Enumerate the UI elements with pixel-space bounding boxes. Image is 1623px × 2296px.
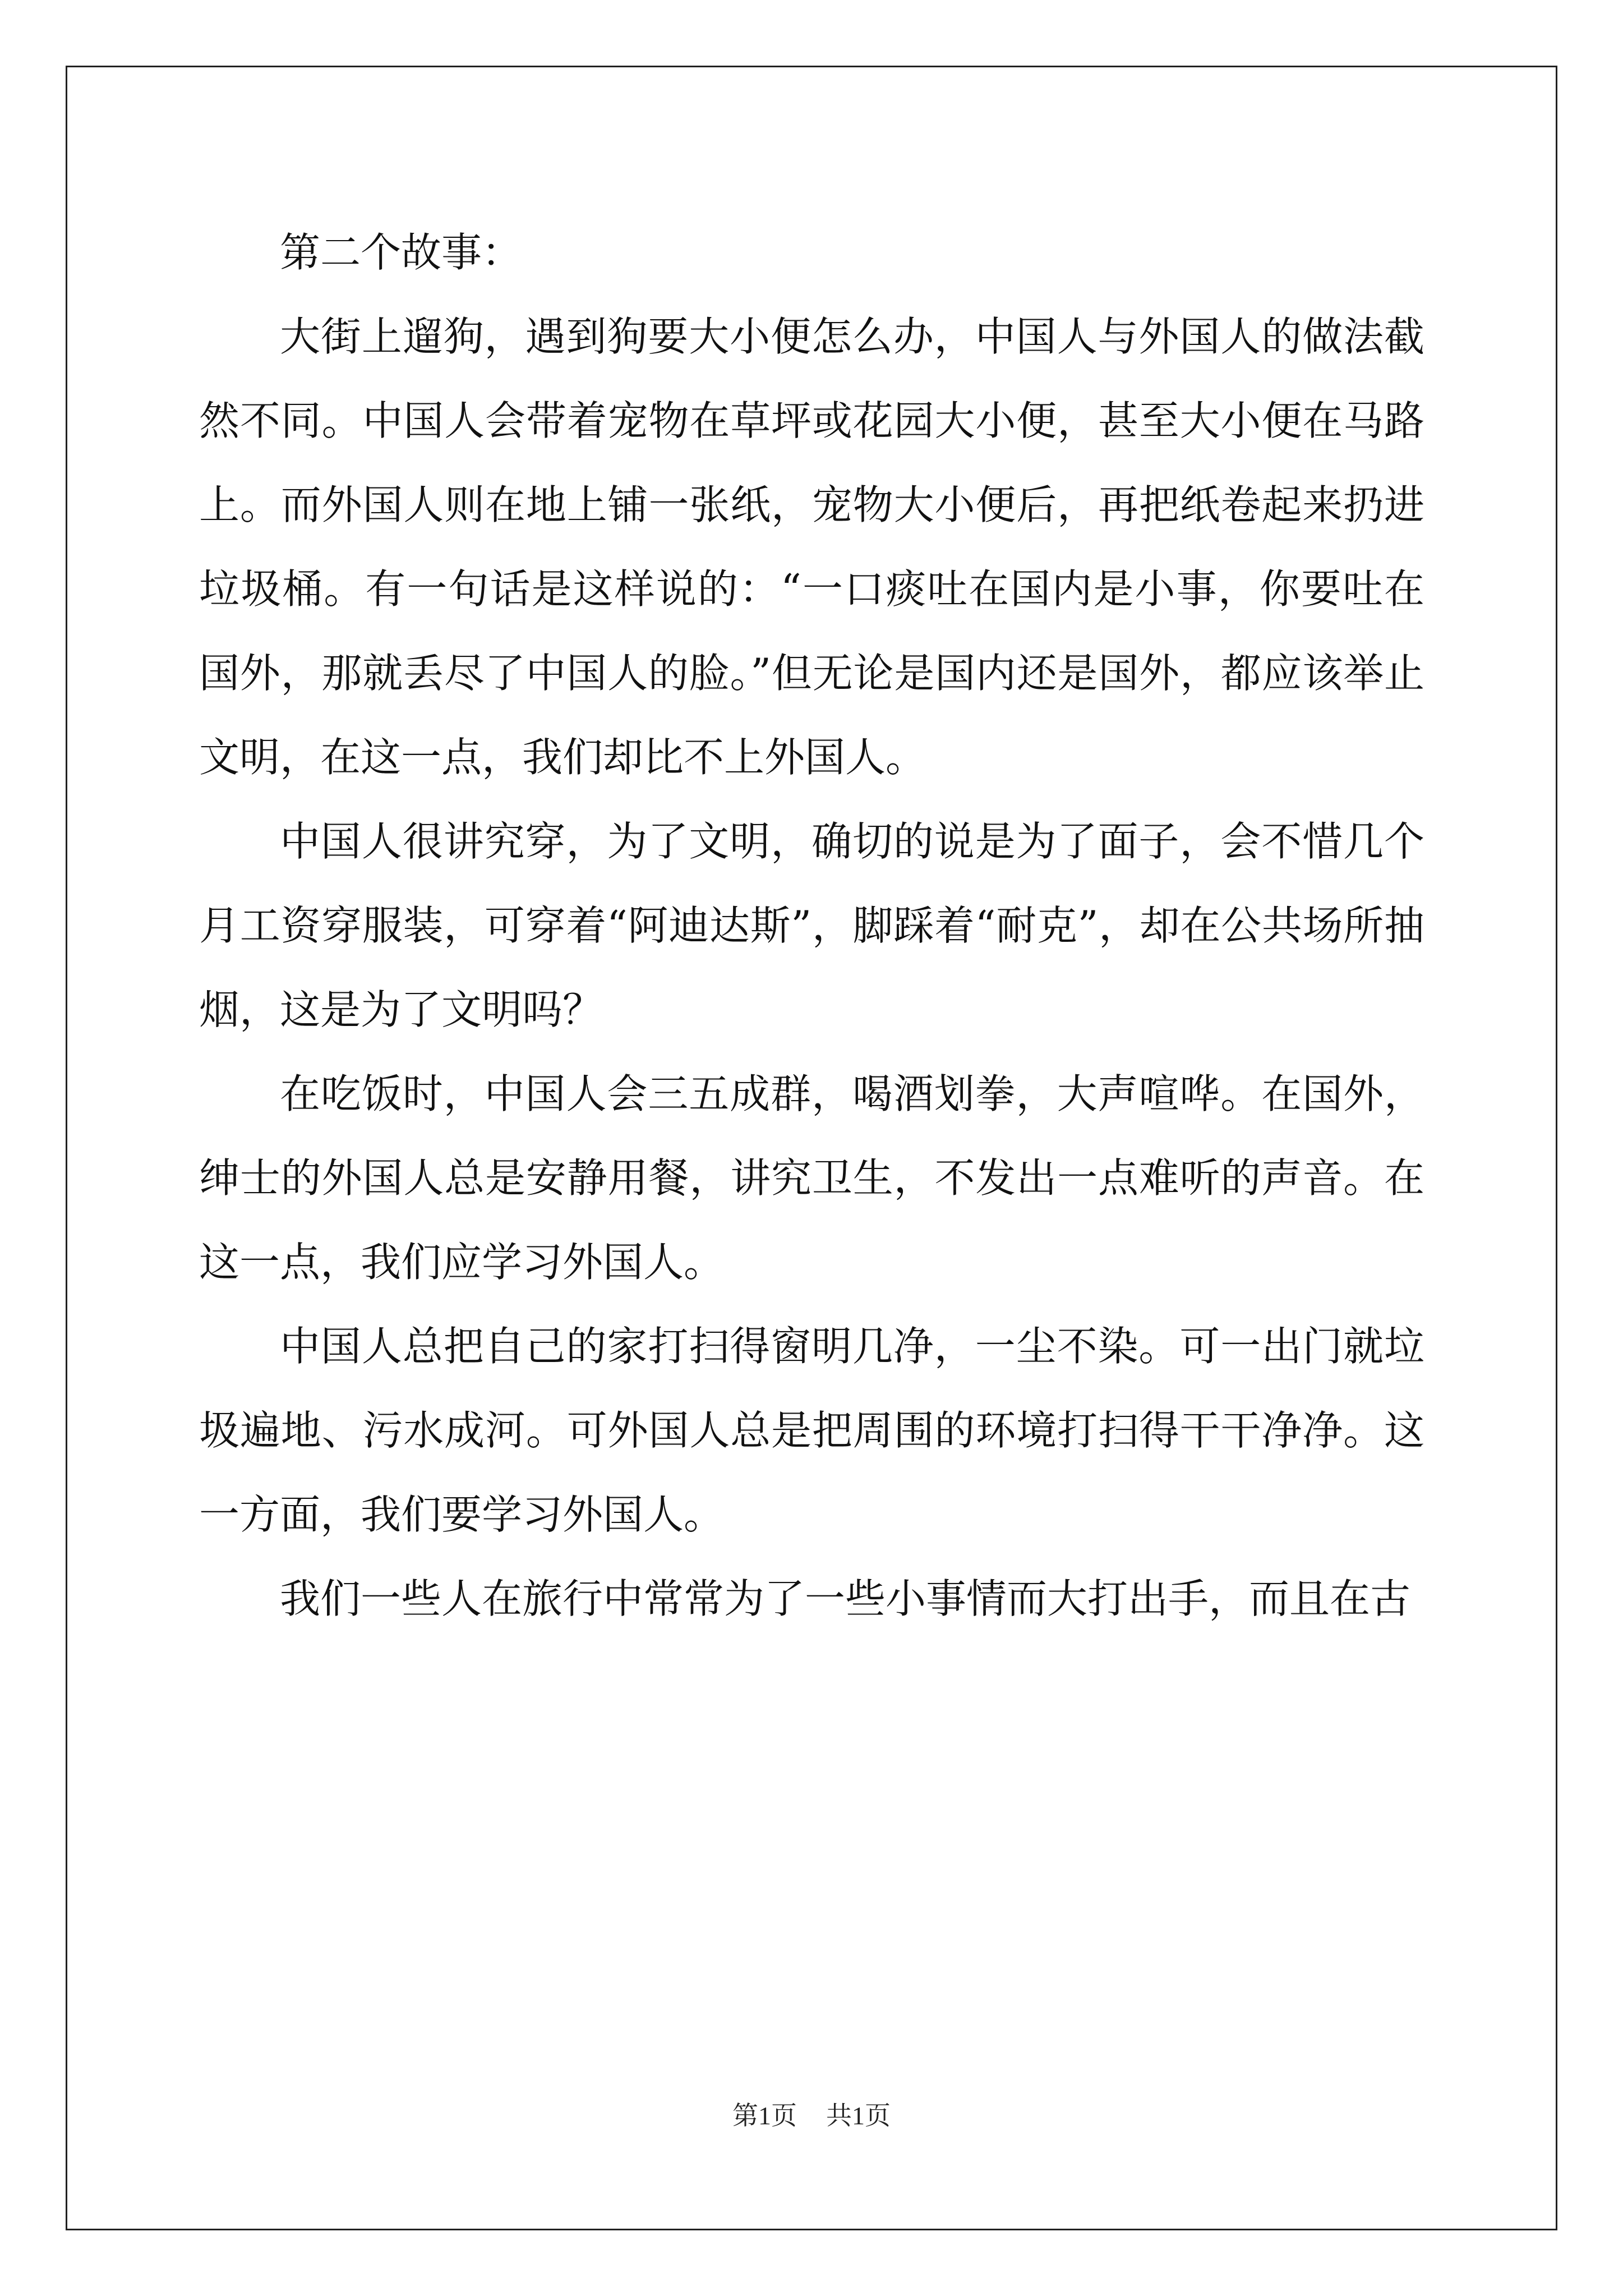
paragraph: 中国人总把自己的家打扫得窗明几净，一尘不染。可一出门就垃圾遍地、污水成河。可外国人总是把周围的环境打扫得干干净净。这一方面，我们要学习外国人。	[199, 1323, 1424, 1538]
page-total: 共1页	[826, 2101, 891, 2130]
paragraph: 中国人很讲究穿，为了文明，确切的说是为了面子，会不惜几个月工资穿服装，可穿着“阿迪达斯”，脚踩着“耐克”，却在公共场所抽烟，这是为了文明吗？	[199, 818, 1424, 1033]
paragraph: 大街上遛狗，遇到狗要大小便怎么办，中国人与外国人的做法截然不同。中国人会带着宠物在草坪或花园大小便，甚至大小便在马路上。而外国人则在地上铺一张纸，宠物大小便后，再把纸卷起来扔进垃圾桶。有一句话是这样说的：“一口痰吐在国内是小事，你要吐在国外，那就丢尽了中国人的脸。”但无论是国内还是国外，都应该举止文明，在这一点，我们却比不上外国人。	[199, 313, 1424, 781]
page-footer	[0, 2095, 1623, 2132]
section-heading: 第二个故事：	[280, 229, 523, 276]
page-number: 第1页	[732, 2101, 797, 2130]
paragraph-list	[199, 295, 1424, 1641]
paragraph: 在吃饭时，中国人会三五成群，喝酒划拳，大声喧哗。在国外，绅士的外国人总是安静用餐，讲究卫生，不发出一点难听的声音。在这一点，我们应学习外国人。	[199, 1070, 1424, 1286]
paragraph: 我们一些人在旅行中常常为了一些小事情而大打出手，而且在古	[280, 1575, 1411, 1622]
